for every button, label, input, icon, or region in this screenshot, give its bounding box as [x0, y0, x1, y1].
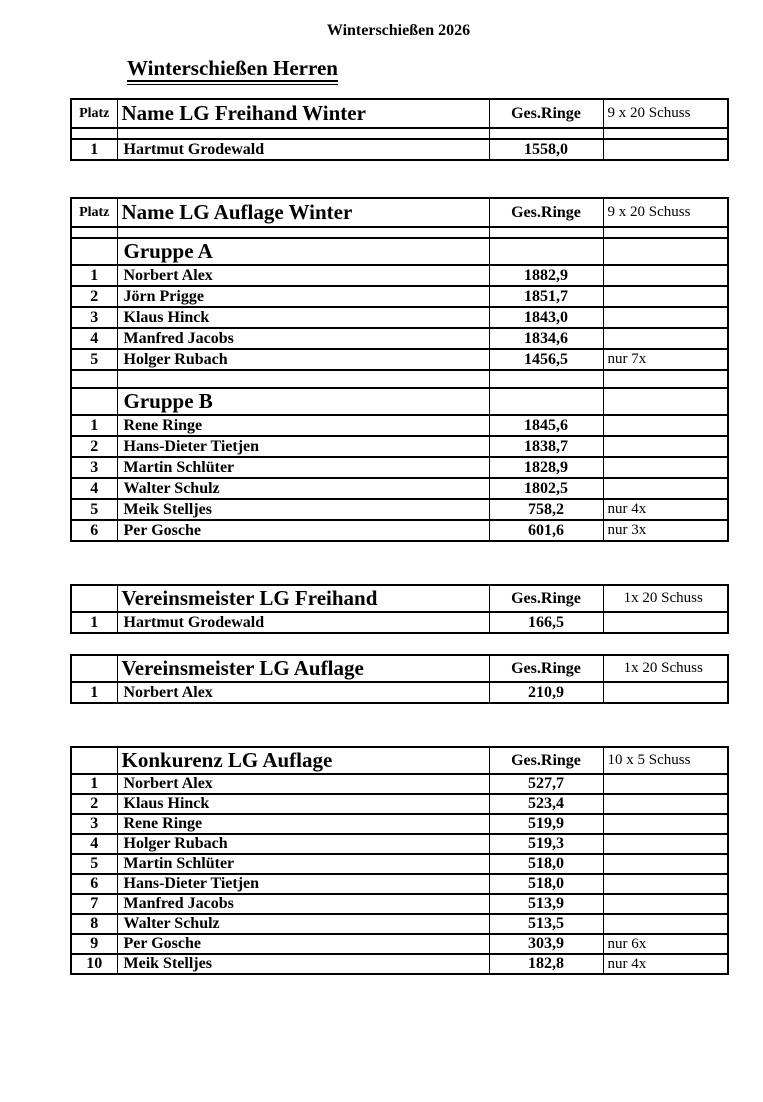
schuss-header-cell: 10 x 5 Schuss — [603, 747, 728, 774]
name-cell: Hartmut Grodewald — [117, 612, 489, 633]
name-cell: Hans-Dieter Tietjen — [117, 436, 489, 457]
table-header-row — [71, 99, 728, 128]
platz-cell: 5 — [71, 349, 117, 370]
score-cell: 1851,7 — [489, 286, 603, 307]
table-header-row — [71, 585, 728, 612]
note-cell: nur 4x — [603, 954, 728, 974]
doc-heading-underline — [127, 56, 338, 85]
name-cell: Martin Schlüter — [117, 854, 489, 874]
score-cell: 1802,5 — [489, 478, 603, 499]
result-row — [71, 814, 728, 834]
name-cell: Hartmut Grodewald — [117, 139, 489, 160]
results-table-lg-auflage-winter — [70, 197, 729, 542]
document-page — [0, 22, 763, 1102]
result-row — [71, 265, 728, 286]
platz-cell: 1 — [71, 682, 117, 703]
platz-cell: 8 — [71, 914, 117, 934]
score-cell: 182,8 — [489, 954, 603, 974]
note-cell — [603, 436, 728, 457]
empty-cell — [71, 227, 117, 238]
schuss-header-cell: 1x 20 Schuss — [603, 585, 728, 612]
empty-cell — [71, 238, 117, 265]
score-cell: 166,5 — [489, 612, 603, 633]
schuss-header-cell: 1x 20 Schuss — [603, 655, 728, 682]
platz-cell: 3 — [71, 307, 117, 328]
result-row — [71, 612, 728, 633]
empty-cell — [489, 388, 603, 415]
empty-cell — [117, 227, 489, 238]
note-cell — [603, 894, 728, 914]
name-cell: Manfred Jacobs — [117, 894, 489, 914]
note-cell: nur 6x — [603, 934, 728, 954]
group-header-row — [71, 238, 728, 265]
empty-cell — [117, 370, 489, 388]
name-header-cell: Vereinsmeister LG Freihand — [117, 585, 489, 612]
score-cell: 303,9 — [489, 934, 603, 954]
platz-cell: 1 — [71, 774, 117, 794]
results-tables-container — [70, 98, 763, 975]
note-cell — [603, 774, 728, 794]
note-cell — [603, 834, 728, 854]
empty-cell — [603, 227, 728, 238]
table-header-row — [71, 655, 728, 682]
empty-cell — [71, 388, 117, 415]
note-cell — [603, 682, 728, 703]
empty-cell — [71, 370, 117, 388]
spacer-row — [71, 370, 728, 388]
group-name-cell: Gruppe B — [117, 388, 489, 415]
schuss-header-cell: 9 x 20 Schuss — [603, 198, 728, 227]
platz-cell: 9 — [71, 934, 117, 954]
score-header-cell: Ges.Ringe — [489, 198, 603, 227]
note-cell: nur 4x — [603, 499, 728, 520]
note-cell — [603, 478, 728, 499]
result-row — [71, 874, 728, 894]
empty-cell — [489, 128, 603, 139]
result-row — [71, 914, 728, 934]
platz-cell: 4 — [71, 328, 117, 349]
score-cell: 1838,7 — [489, 436, 603, 457]
score-cell: 758,2 — [489, 499, 603, 520]
table-header-row — [71, 198, 728, 227]
score-cell: 518,0 — [489, 874, 603, 894]
doc-heading-text: Winterschießen Herren — [127, 56, 338, 80]
group-name-cell: Gruppe A — [117, 238, 489, 265]
platz-header-cell — [71, 585, 117, 612]
note-cell — [603, 914, 728, 934]
result-row — [71, 682, 728, 703]
score-cell: 519,9 — [489, 814, 603, 834]
name-cell: Norbert Alex — [117, 682, 489, 703]
header-gap-row — [71, 128, 728, 139]
name-cell: Holger Rubach — [117, 349, 489, 370]
empty-cell — [603, 238, 728, 265]
name-cell: Jörn Prigge — [117, 286, 489, 307]
name-cell: Holger Rubach — [117, 834, 489, 854]
platz-cell: 10 — [71, 954, 117, 974]
name-cell: Hans-Dieter Tietjen — [117, 874, 489, 894]
empty-cell — [489, 370, 603, 388]
platz-header-cell — [71, 655, 117, 682]
result-row — [71, 954, 728, 974]
empty-cell — [603, 388, 728, 415]
header-gap-row — [71, 227, 728, 238]
name-cell: Per Gosche — [117, 520, 489, 541]
score-cell: 1828,9 — [489, 457, 603, 478]
platz-cell: 2 — [71, 286, 117, 307]
score-cell: 527,7 — [489, 774, 603, 794]
result-row — [71, 854, 728, 874]
results-table-vereinsmeister-lg-auflage — [70, 654, 729, 704]
note-cell — [603, 415, 728, 436]
result-row — [71, 457, 728, 478]
result-row — [71, 894, 728, 914]
schuss-header-cell: 9 x 20 Schuss — [603, 99, 728, 128]
name-cell: Klaus Hinck — [117, 794, 489, 814]
platz-cell: 2 — [71, 794, 117, 814]
name-cell: Martin Schlüter — [117, 457, 489, 478]
score-cell: 1845,6 — [489, 415, 603, 436]
platz-header-cell: Platz — [71, 198, 117, 227]
platz-cell: 5 — [71, 499, 117, 520]
name-header-cell: Konkurenz LG Auflage — [117, 747, 489, 774]
score-cell: 210,9 — [489, 682, 603, 703]
score-header-cell: Ges.Ringe — [489, 585, 603, 612]
result-row — [71, 478, 728, 499]
score-header-cell: Ges.Ringe — [489, 655, 603, 682]
group-header-row — [71, 388, 728, 415]
empty-cell — [489, 238, 603, 265]
result-row — [71, 349, 728, 370]
platz-cell: 3 — [71, 814, 117, 834]
note-cell — [603, 328, 728, 349]
result-row — [71, 834, 728, 854]
name-header-cell: Name LG Freihand Winter — [117, 99, 489, 128]
score-cell: 1843,0 — [489, 307, 603, 328]
score-header-cell: Ges.Ringe — [489, 99, 603, 128]
platz-cell: 6 — [71, 520, 117, 541]
platz-cell: 4 — [71, 478, 117, 499]
note-cell — [603, 457, 728, 478]
name-header-cell: Name LG Auflage Winter — [117, 198, 489, 227]
name-cell: Norbert Alex — [117, 265, 489, 286]
platz-cell: 1 — [71, 139, 117, 160]
note-cell — [603, 814, 728, 834]
platz-cell: 1 — [71, 612, 117, 633]
name-cell: Meik Stelljes — [117, 499, 489, 520]
empty-cell — [71, 128, 117, 139]
platz-cell: 6 — [71, 874, 117, 894]
platz-header-cell — [71, 747, 117, 774]
score-cell: 518,0 — [489, 854, 603, 874]
score-cell: 523,4 — [489, 794, 603, 814]
score-cell: 1882,9 — [489, 265, 603, 286]
result-row — [71, 520, 728, 541]
empty-cell — [489, 227, 603, 238]
platz-cell: 4 — [71, 834, 117, 854]
note-cell — [603, 307, 728, 328]
name-cell: Rene Ringe — [117, 814, 489, 834]
result-row — [71, 794, 728, 814]
empty-cell — [603, 128, 728, 139]
result-row — [71, 307, 728, 328]
result-row — [71, 934, 728, 954]
name-cell: Walter Schulz — [117, 914, 489, 934]
note-cell — [603, 612, 728, 633]
result-row — [71, 436, 728, 457]
name-cell: Walter Schulz — [117, 478, 489, 499]
result-row — [71, 499, 728, 520]
score-cell: 1456,5 — [489, 349, 603, 370]
platz-cell: 3 — [71, 457, 117, 478]
score-cell: 513,9 — [489, 894, 603, 914]
name-cell: Meik Stelljes — [117, 954, 489, 974]
doc-heading — [127, 56, 763, 85]
name-cell: Per Gosche — [117, 934, 489, 954]
name-cell: Klaus Hinck — [117, 307, 489, 328]
name-cell: Norbert Alex — [117, 774, 489, 794]
score-cell: 513,5 — [489, 914, 603, 934]
platz-cell: 5 — [71, 854, 117, 874]
table-header-row — [71, 747, 728, 774]
note-cell: nur 7x — [603, 349, 728, 370]
score-header-cell: Ges.Ringe — [489, 747, 603, 774]
name-cell: Manfred Jacobs — [117, 328, 489, 349]
score-cell: 519,3 — [489, 834, 603, 854]
note-cell: nur 3x — [603, 520, 728, 541]
results-table-lg-freihand-winter — [70, 98, 729, 161]
platz-cell: 1 — [71, 415, 117, 436]
empty-cell — [603, 370, 728, 388]
results-table-vereinsmeister-lg-freihand — [70, 584, 729, 634]
note-cell — [603, 794, 728, 814]
result-row — [71, 774, 728, 794]
note-cell — [603, 874, 728, 894]
platz-header-cell: Platz — [71, 99, 117, 128]
platz-cell: 7 — [71, 894, 117, 914]
result-row — [71, 415, 728, 436]
result-row — [71, 286, 728, 307]
note-cell — [603, 265, 728, 286]
platz-cell: 1 — [71, 265, 117, 286]
doc-title: Winterschießen 2026 — [326, 22, 471, 39]
note-cell — [603, 286, 728, 307]
results-table-konkurenz-lg-auflage — [70, 746, 729, 975]
note-cell — [603, 139, 728, 160]
score-cell: 1558,0 — [489, 139, 603, 160]
name-cell: Rene Ringe — [117, 415, 489, 436]
score-cell: 601,6 — [489, 520, 603, 541]
empty-cell — [117, 128, 489, 139]
note-cell — [603, 854, 728, 874]
score-cell: 1834,6 — [489, 328, 603, 349]
name-header-cell: Vereinsmeister LG Auflage — [117, 655, 489, 682]
result-row — [71, 328, 728, 349]
result-row — [71, 139, 728, 160]
platz-cell: 2 — [71, 436, 117, 457]
